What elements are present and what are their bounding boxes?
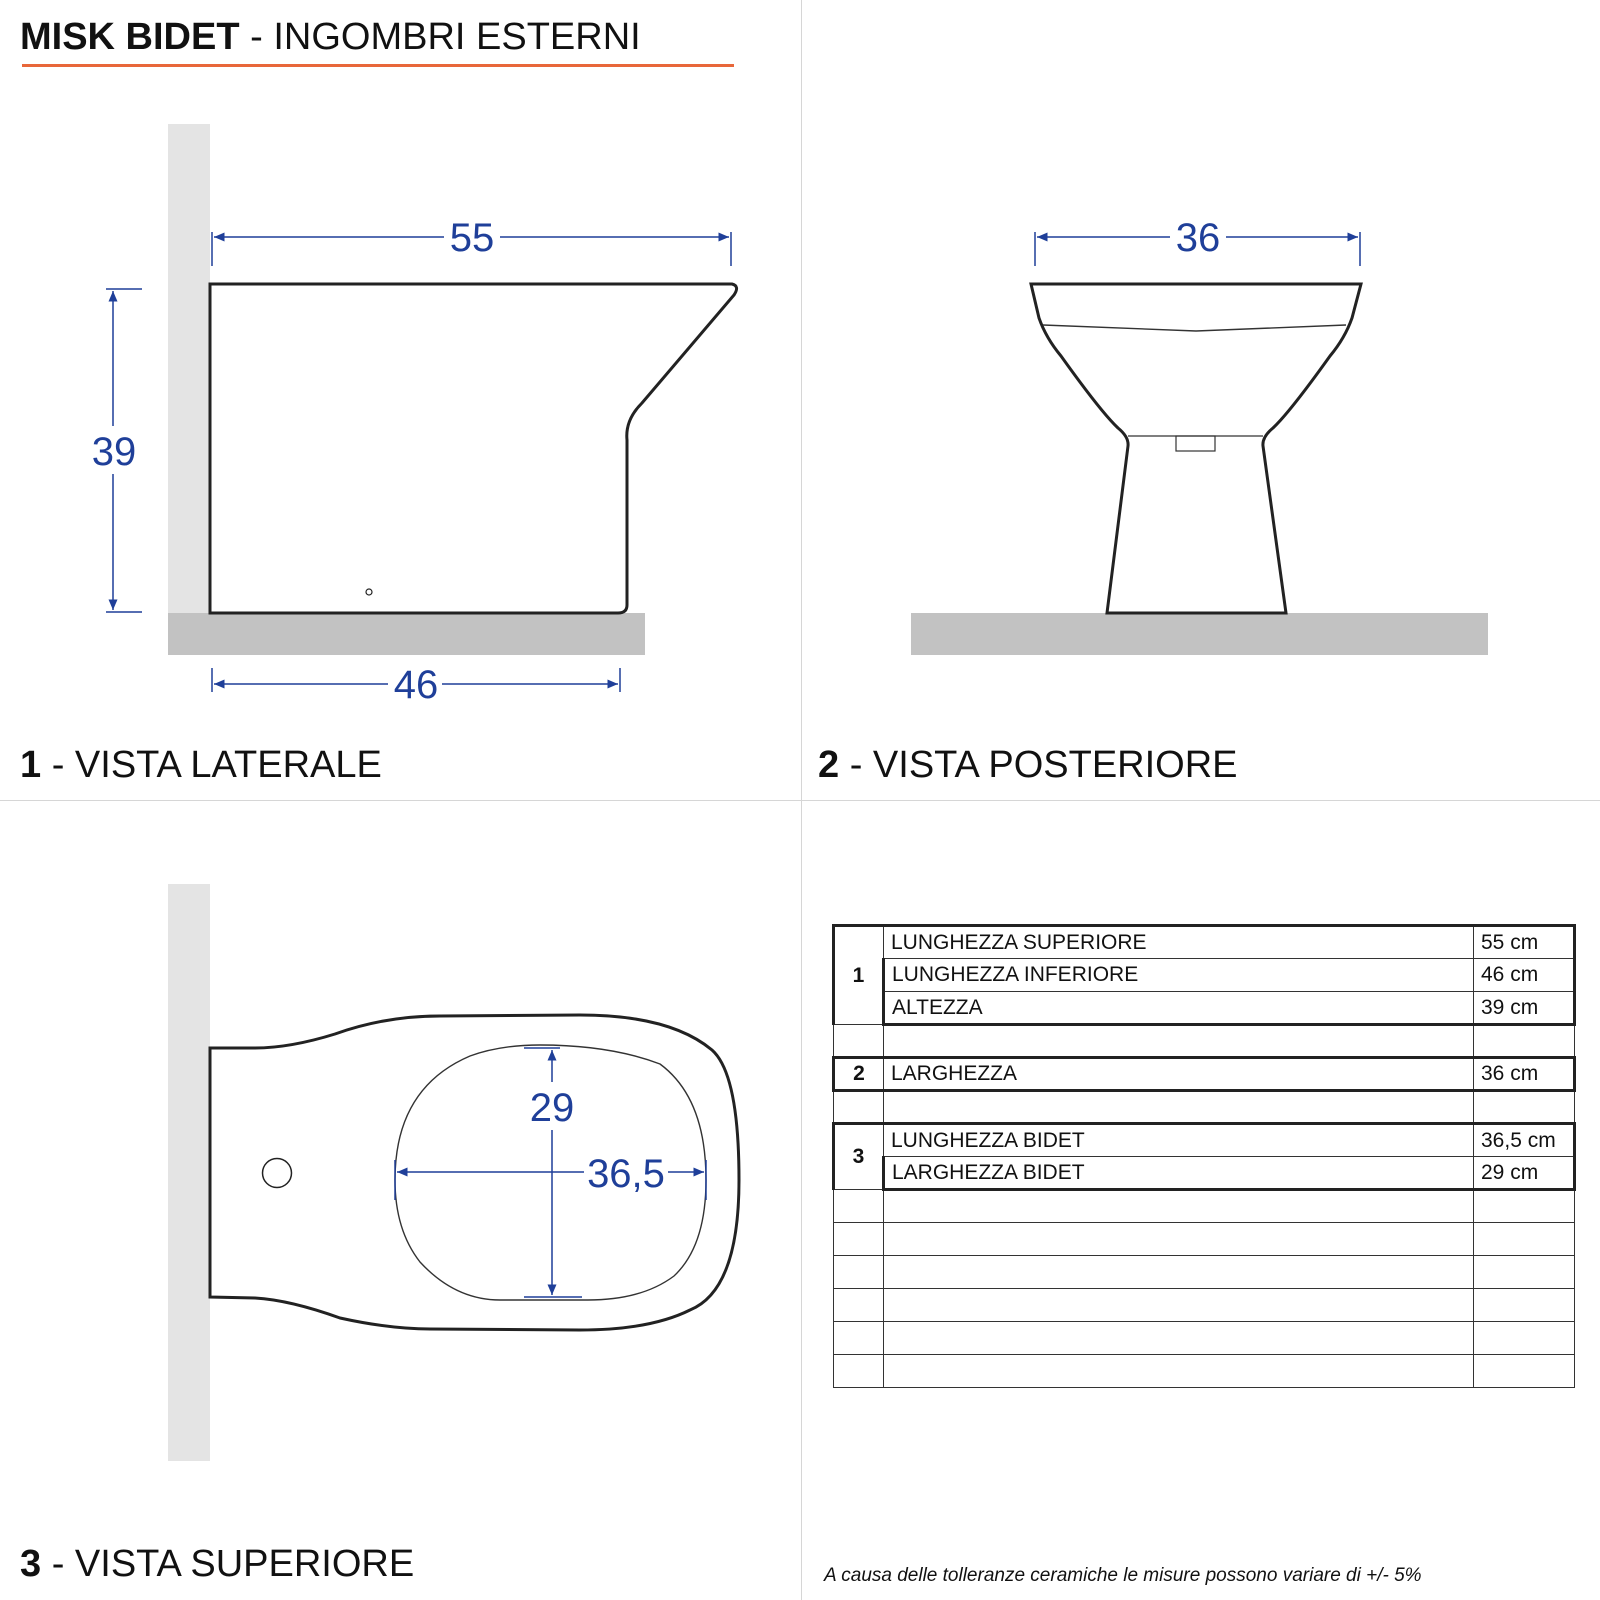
floor xyxy=(168,613,645,655)
row-label: LARGHEZZA xyxy=(884,1058,1474,1091)
floor xyxy=(911,613,1488,655)
dim-bowl-length: 36,5 xyxy=(587,1152,665,1196)
row-value: 46 cm xyxy=(1474,959,1575,992)
table-row xyxy=(834,1190,1575,1223)
dim-side-height: 39 xyxy=(91,430,137,474)
view-label-side: 1 - VISTA LATERALE xyxy=(20,744,382,786)
view-label-top: 3 - VISTA SUPERIORE xyxy=(20,1543,415,1585)
dim-bowl-width: 29 xyxy=(529,1086,575,1130)
dim-side-bottom: 46 xyxy=(393,663,439,707)
table-row xyxy=(834,1289,1575,1322)
table-row xyxy=(834,926,1575,959)
title-subtitle: - INGOMBRI ESTERNI xyxy=(250,16,641,58)
group-number: 1 xyxy=(834,926,884,1025)
table-row xyxy=(834,1157,1575,1190)
table-row xyxy=(834,959,1575,992)
row-value: 55 cm xyxy=(1474,926,1575,959)
bidet-rear-outline xyxy=(1031,284,1361,613)
row-label: LUNGHEZZA INFERIORE xyxy=(884,959,1474,992)
side-view-drawing xyxy=(88,124,737,708)
table-row xyxy=(834,1355,1575,1388)
table-row xyxy=(834,1256,1575,1289)
row-value: 36 cm xyxy=(1474,1058,1575,1091)
table-row xyxy=(834,1322,1575,1355)
table-row xyxy=(834,1223,1575,1256)
row-label: LARGHEZZA BIDET xyxy=(884,1157,1474,1190)
table-row xyxy=(834,1025,1575,1058)
row-label: LUNGHEZZA BIDET xyxy=(884,1124,1474,1157)
tap-hole xyxy=(263,1159,292,1188)
wall xyxy=(168,124,210,614)
dim-side-top: 55 xyxy=(449,216,495,260)
drain-hole xyxy=(366,589,372,595)
dimensions-table xyxy=(832,924,1576,1388)
table-row xyxy=(834,1058,1575,1091)
table-row xyxy=(834,1091,1575,1124)
wall xyxy=(168,884,210,1461)
dim-rear-width: 36 xyxy=(1175,216,1221,260)
product-name: MISK BIDET xyxy=(20,16,240,58)
top-view-drawing xyxy=(168,884,739,1461)
rear-drain xyxy=(1176,436,1215,451)
row-value: 39 cm xyxy=(1474,992,1575,1025)
table-row xyxy=(834,992,1575,1025)
tolerance-footnote: A causa delle tolleranze ceramiche le misure possono variare di +/- 5% xyxy=(824,1565,1422,1586)
row-value: 29 cm xyxy=(1474,1157,1575,1190)
table-row xyxy=(834,1124,1575,1157)
row-label: ALTEZZA xyxy=(884,992,1474,1025)
row-label: LUNGHEZZA SUPERIORE xyxy=(884,926,1474,959)
group-number: 2 xyxy=(834,1058,884,1091)
bidet-side-outline xyxy=(210,284,737,613)
view-label-rear: 2 - VISTA POSTERIORE xyxy=(818,744,1238,786)
row-value: 36,5 cm xyxy=(1474,1124,1575,1157)
group-number: 3 xyxy=(834,1124,884,1190)
bowl-rim-line xyxy=(1043,325,1346,331)
rear-view-drawing xyxy=(911,212,1488,655)
